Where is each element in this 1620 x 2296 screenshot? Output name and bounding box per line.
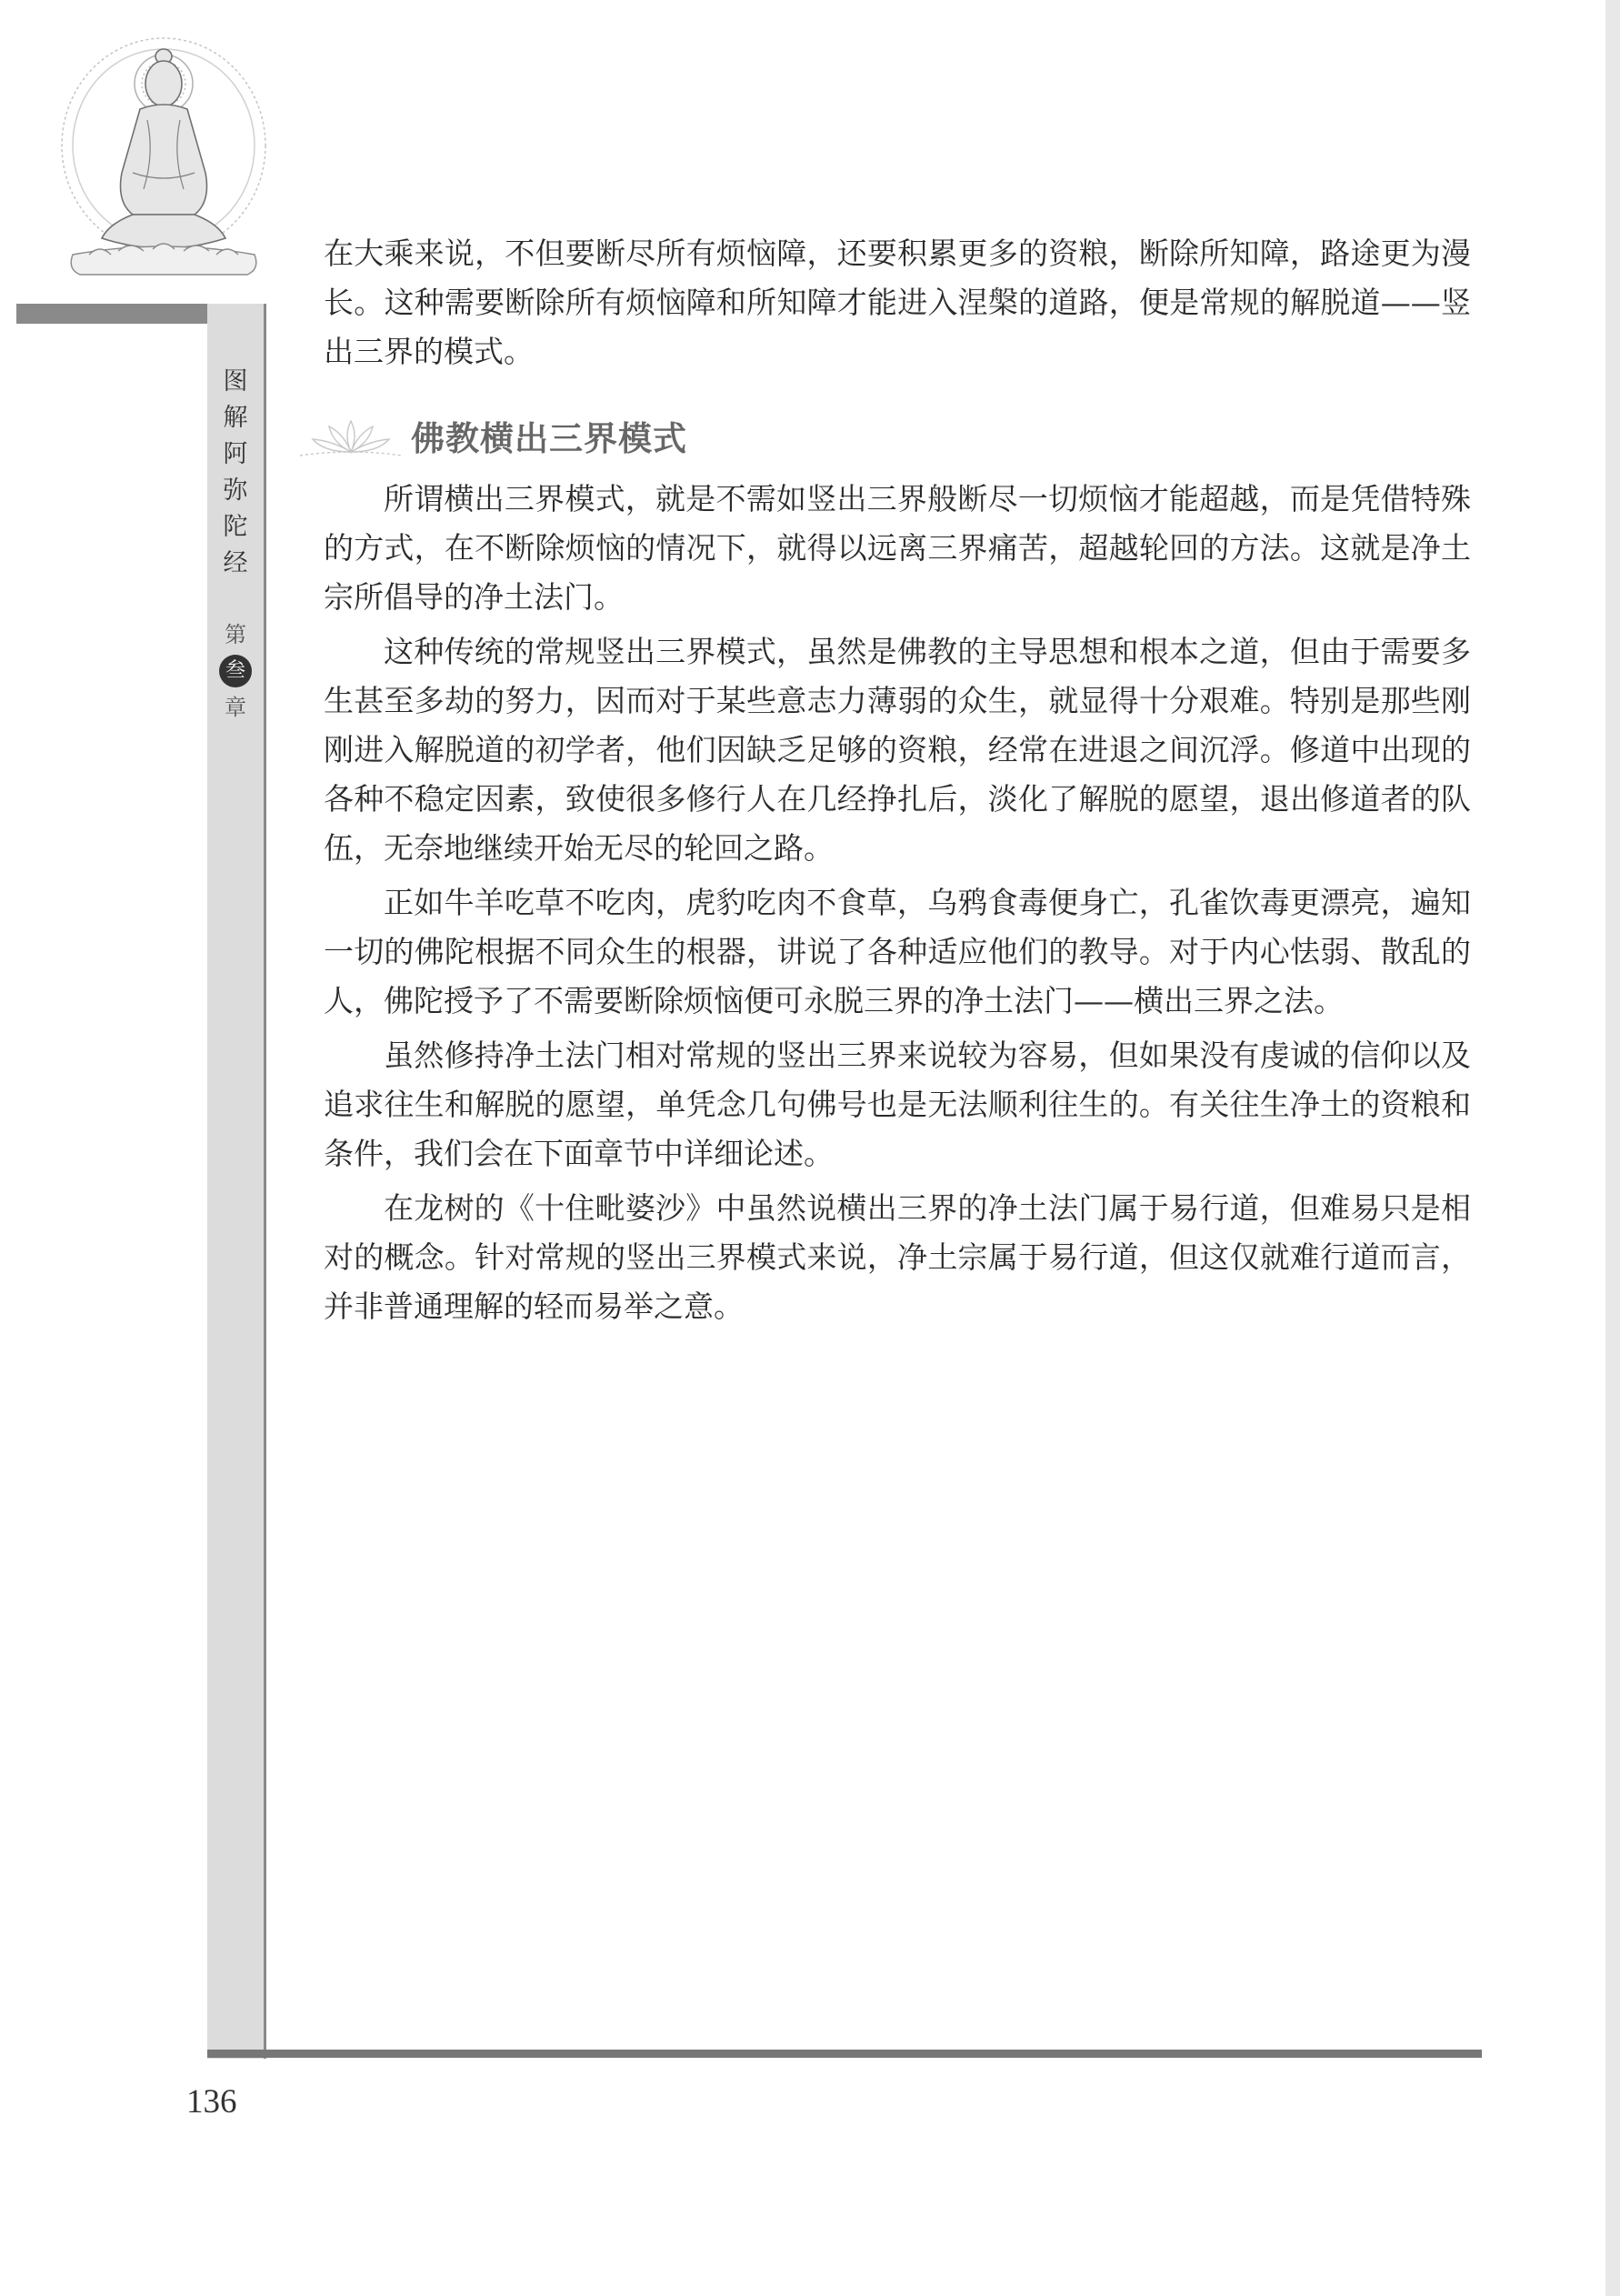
- intro-paragraph: 在大乘来说，不但要断尽所有烦恼障，还要积累更多的资粮，断除所知障，路途更为漫长。这种需要断除所有烦恼障和所知障才能进入涅槃的道路，便是常规的解脱道——竖出三界的模式。: [324, 236, 1471, 369]
- book-title-char: 经: [223, 549, 248, 577]
- body-paragraph: 虽然修持净土法门相对常规的竖出三界来说较为容易，但如果没有虔诚的信仰以及追求往生和解脱的愿望，单凭念几句佛号也是无法顺利往生的。有关往生净土的资粮和条件，我们会在下面章节中详细论述。: [324, 1038, 1471, 1171]
- book-title-char: 阿: [223, 440, 248, 468]
- chapter-indicator: [207, 618, 264, 724]
- section-heading: [324, 407, 1471, 471]
- book-title-char: 图: [223, 367, 248, 396]
- body-paragraph: 在龙树的《十住毗婆沙》中虽然说横出三界的净土法门属于易行道，但难易只是相对的概念。针对常规的竖出三界模式来说，净土宗属于易行道，但这仅就难行道而言，并非普通理解的轻而易举之意。: [324, 1190, 1471, 1324]
- main-text: [324, 229, 1471, 1337]
- body-paragraph: 正如牛羊吃草不吃肉，虎豹吃肉不食草，乌鸦食毒便身亡，孔雀饮毒更漂亮，遍知一切的佛陀根据不同众生的根器，讲说了各种适应他们的教导。对于内心怯弱、散乱的人，佛陀授予了不需要断除烦恼便可永脱三界的净土法门——横出三界之法。: [324, 885, 1471, 1018]
- chapter-number-badge: 叁: [219, 655, 252, 687]
- footer-rule: [207, 2050, 1482, 2058]
- buddha-illustration-icon: [45, 36, 282, 291]
- chapter-prefix: 第: [225, 622, 246, 647]
- body-paragraph: 这种传统的常规竖出三界模式，虽然是佛教的主导思想和根本之道，但由于需要多生甚至多劫的努力，因而对于某些意志力薄弱的众生，就显得十分艰难。特别是那些刚刚进入解脱道的初学者，他们因缺乏足够的资粮，经常在进退之间沉浮。修道中出现的各种不稳定因素，致使很多修行人在几经挣扎后，淡化了解脱的愿望，退出修道者的队伍，无奈地继续开始无尽的轮回之路。: [324, 634, 1471, 866]
- section-title: 佛教横出三界模式: [411, 419, 687, 458]
- book-title-char: 弥: [223, 476, 248, 505]
- book-title-char: 陀: [223, 513, 248, 541]
- page-edge: [1605, 0, 1620, 2296]
- chapter-suffix: 章: [225, 695, 246, 720]
- book-title-char: 解: [223, 404, 248, 432]
- lotus-icon: [296, 416, 405, 463]
- body-paragraph: 所谓横出三界模式，就是不需如竖出三界般断尽一切烦恼才能超越，而是凭借特殊的方式，在不断除烦恼的情况下，就得以远离三界痛苦，超越轮回的方法。这就是净土宗所倡导的净土法门。: [324, 481, 1471, 615]
- page-number: 136: [186, 2083, 237, 2121]
- sidebar-book-title: [207, 364, 264, 582]
